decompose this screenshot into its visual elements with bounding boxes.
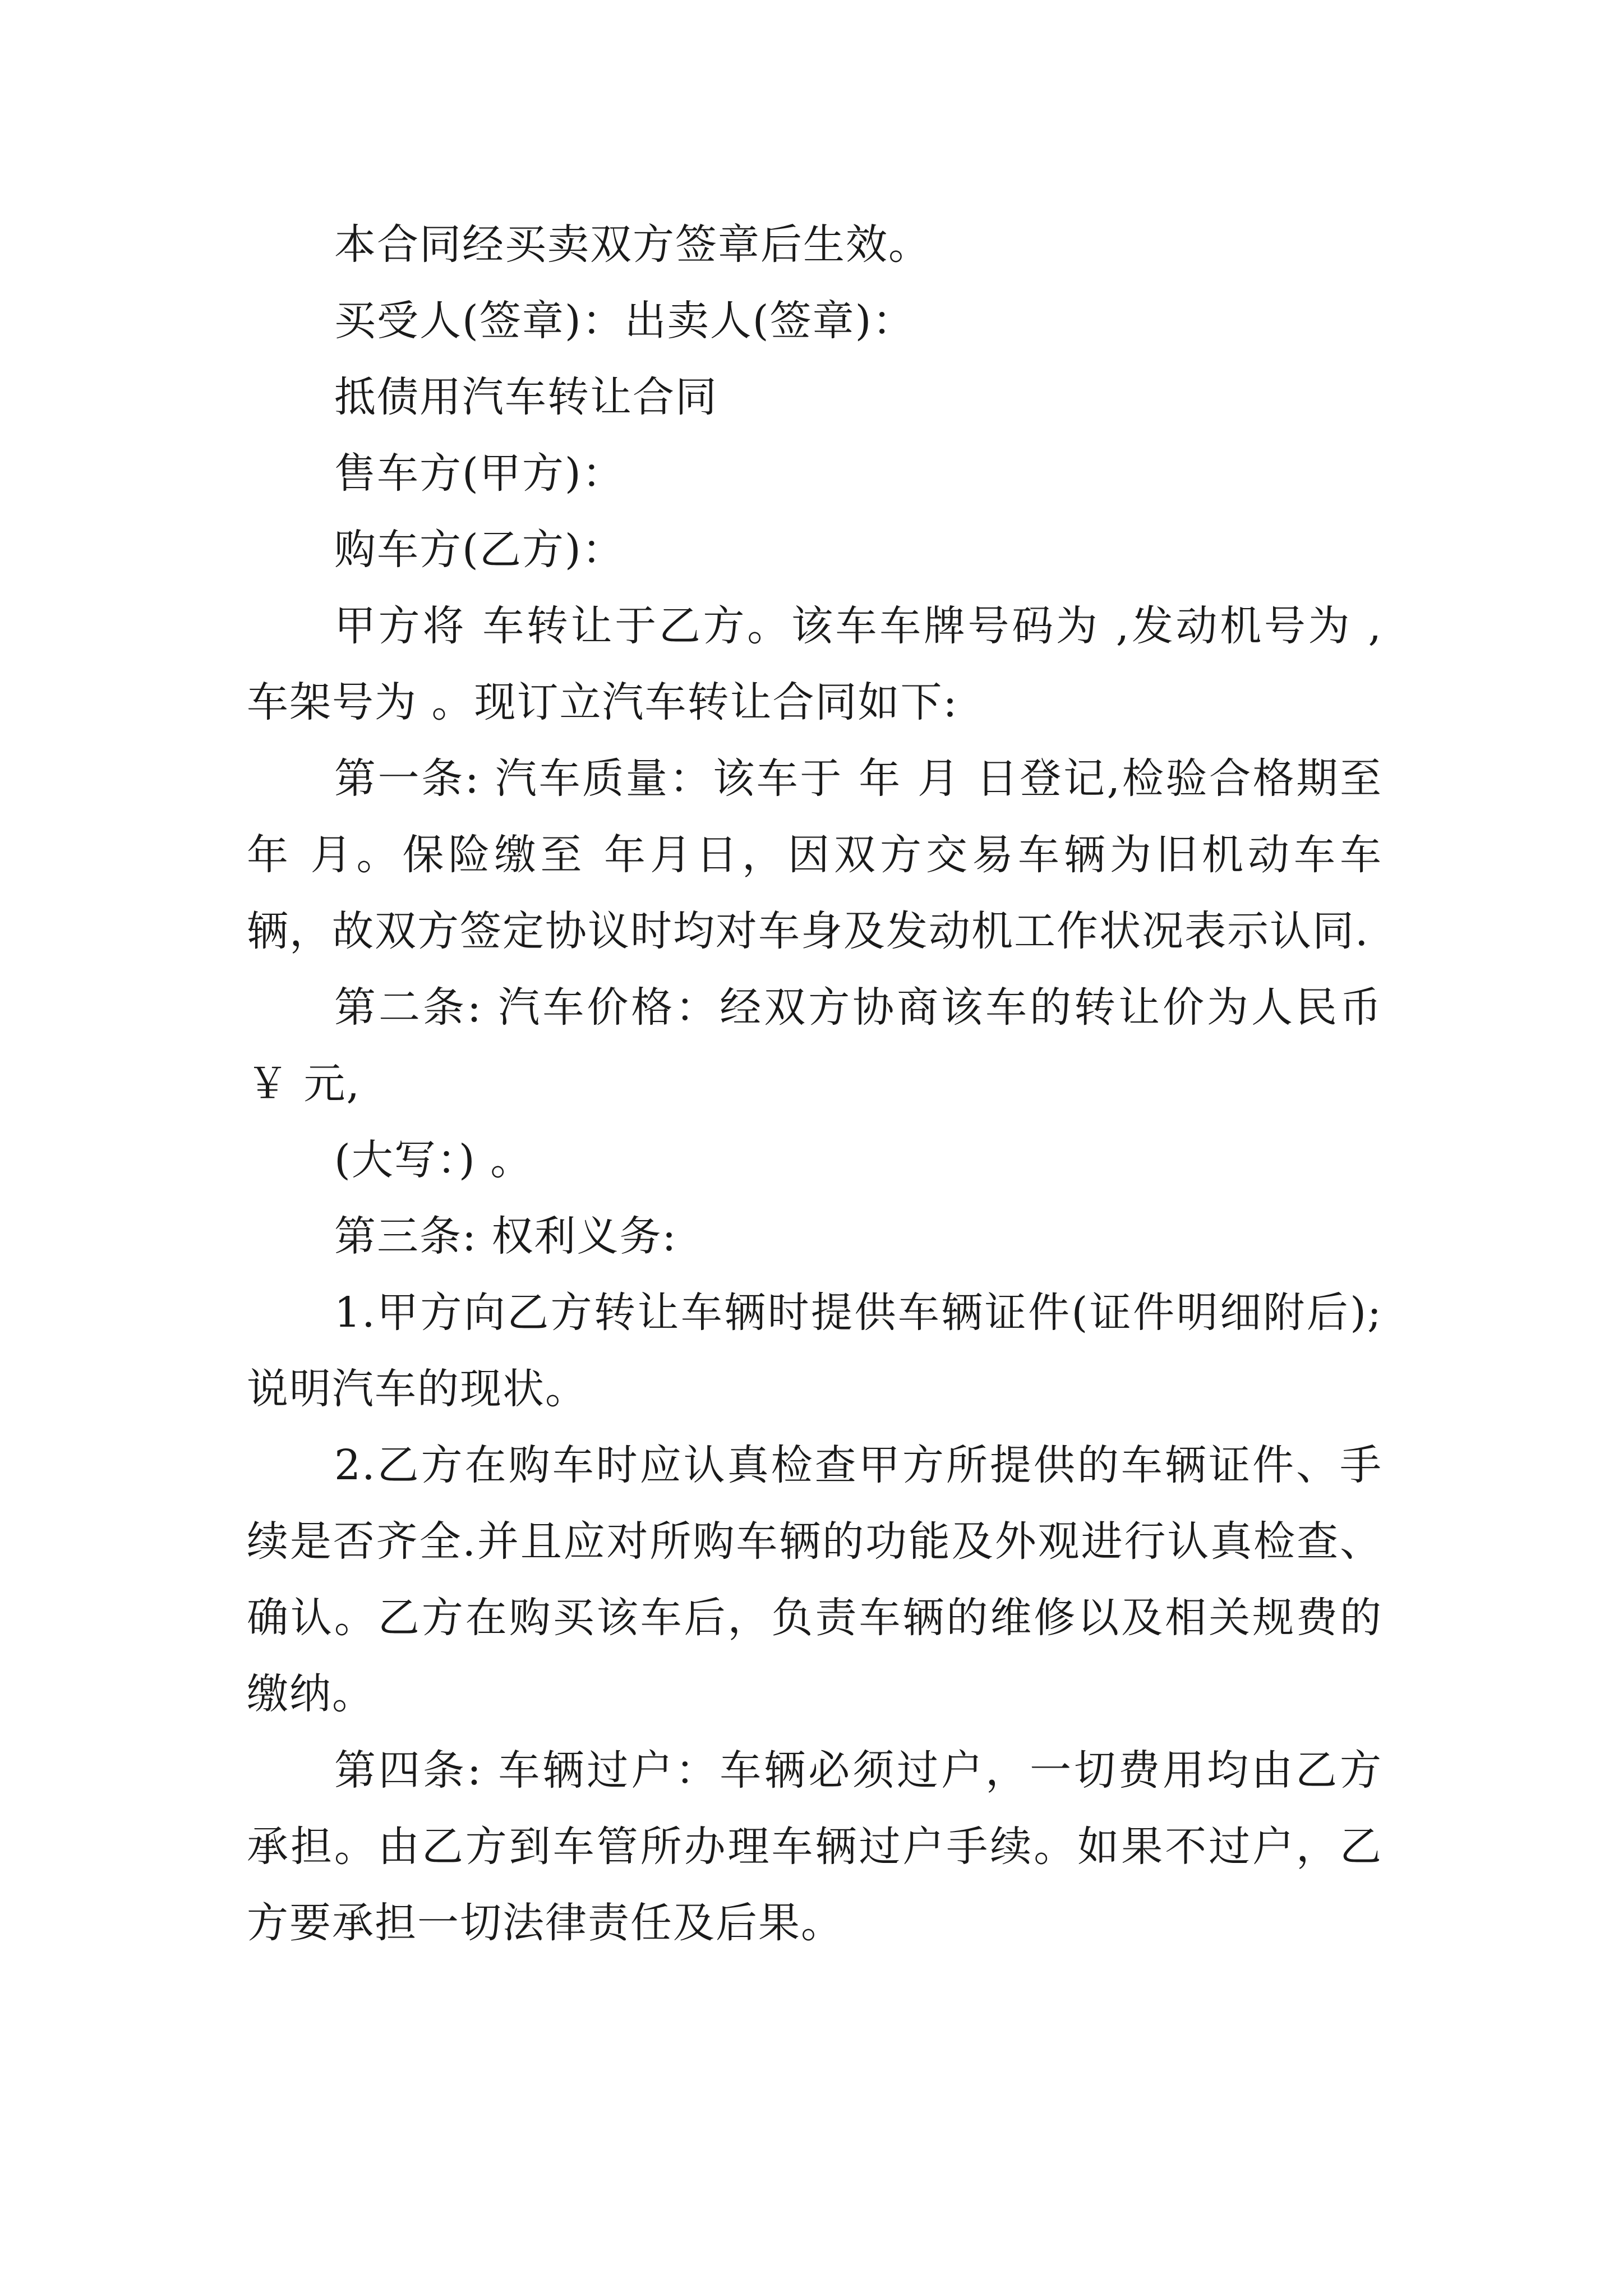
paragraph-signatures: 买受人(签章)：出卖人(签章)：: [334, 297, 915, 345]
paragraph-article-3-item-2: 2.乙方在购车时应认真检查甲方所提供的车辆证件、手续是否齐全.并且应对所购车辆的功能及外观进行认真检查、确认。乙方在购买该车后，负责车辆的维修以及相关规费的缴纳。: [247, 1441, 1382, 1718]
document-body: [247, 206, 1397, 1961]
paragraph-amount-uppercase: (大写：) 。: [334, 1136, 533, 1184]
paragraph-vehicle-transfer: 甲方将 车转让于乙方。该车车牌号码为 ,发动机号为 ,车架号为 。现订立汽车转让合同如下:: [247, 602, 1382, 726]
paragraph-seller: 售车方(甲方)：: [334, 449, 625, 498]
paragraph-contract-effective: 本合同经买卖双方签章后生效。: [334, 220, 931, 269]
paragraph-article-4: 第四条: 车辆过户：车辆必须过户，一切费用均由乙方承担。由乙方到车管所办理车辆过户手续。如果不过户，乙方要承担一切法律责任及后果。: [247, 1746, 1382, 1947]
paragraph-article-3-item-1: 1.甲方向乙方转让车辆时提供车辆证件(证件明细附后);说明汽车的现状。: [247, 1289, 1382, 1413]
paragraph-article-2: 第二条: 汽车价格：经双方协商该车的转让价为人民币￥ 元,: [247, 983, 1382, 1108]
paragraph-buyer: 购车方(乙方)：: [334, 526, 625, 574]
paragraph-article-3: 第三条: 权利义务:: [334, 1212, 677, 1260]
paragraph-article-1: 第一条: 汽车质量：该车于 年 月 日登记,检验合格期至 年 月。保险缴至 年月日，因双方交易车辆为旧机动车车辆，故双方签定协议时均对车身及发动机工作状况表示认同.: [247, 754, 1397, 955]
paragraph-contract-title: 抵债用汽车转让合同: [334, 373, 718, 421]
